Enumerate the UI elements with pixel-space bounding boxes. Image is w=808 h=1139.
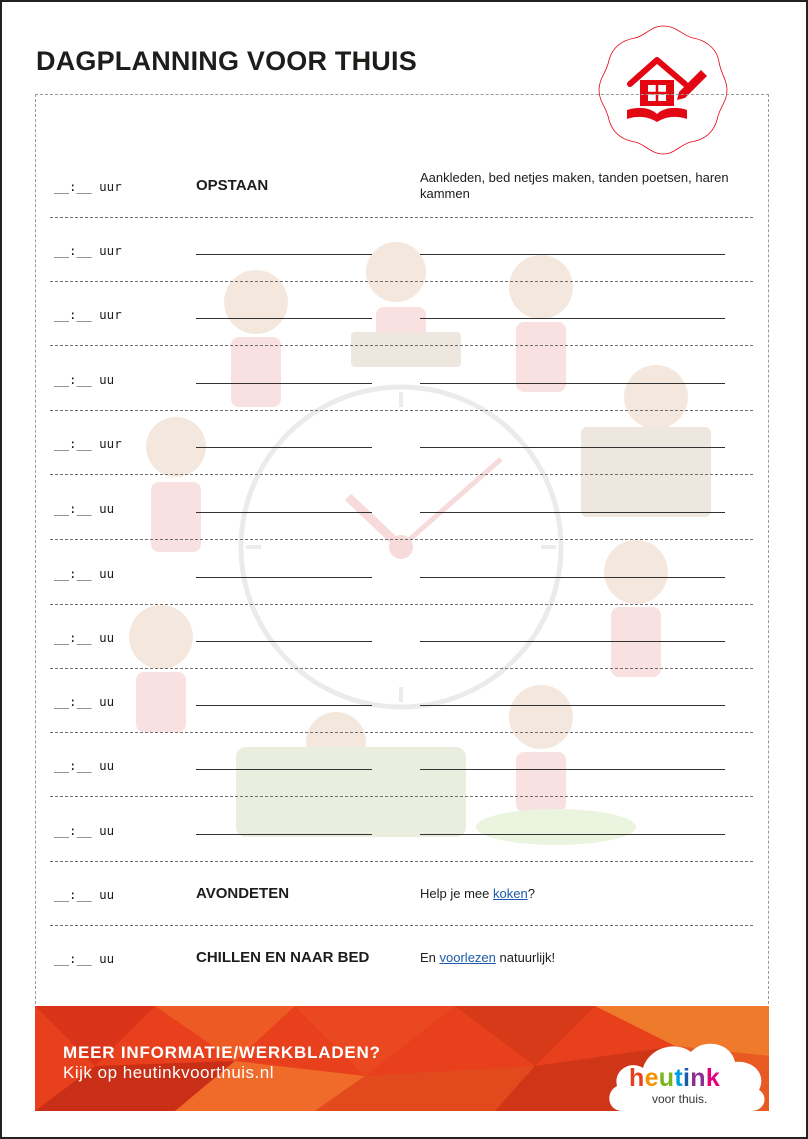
footer-banner: [35, 1006, 769, 1111]
activity-blank-line[interactable]: [196, 447, 372, 448]
note-blank-line[interactable]: [420, 318, 725, 319]
activity-blank-line[interactable]: [196, 512, 372, 513]
time-slot[interactable]: __:__ uur: [54, 307, 122, 322]
activity-blank-line[interactable]: [196, 318, 372, 319]
time-slot[interactable]: __:__ uu: [54, 501, 115, 516]
schedule-row: [50, 282, 753, 346]
brand-letter: i: [683, 1064, 691, 1092]
note-text: natuurlijk!: [495, 950, 556, 965]
activity-blank-line[interactable]: [196, 254, 372, 255]
note-blank-line[interactable]: [420, 834, 725, 835]
note-blank-line[interactable]: [420, 577, 725, 578]
brand-letter: u: [658, 1064, 675, 1092]
schedule-row: [50, 926, 753, 990]
schedule-row: [50, 669, 753, 733]
row-divider: [50, 539, 753, 540]
note-blank-line[interactable]: [420, 769, 725, 770]
schedule-row: [50, 862, 753, 926]
time-slot[interactable]: __:__ uu: [54, 758, 115, 773]
schedule-row: [50, 411, 753, 475]
note-blank-line[interactable]: [420, 641, 725, 642]
brand-letter: n: [690, 1064, 706, 1092]
time-slot[interactable]: __:__ uu: [54, 630, 115, 645]
footer-website-link[interactable]: Kijk op heutinkvoorthuis.nl: [63, 1063, 275, 1082]
activity-blank-line[interactable]: [196, 769, 372, 770]
activity-blank-line[interactable]: [196, 577, 372, 578]
activity-note: Aankleden, bed netjes maken, tanden poetsen, haren kammen: [420, 170, 729, 201]
note-text: Help je mee: [420, 886, 493, 901]
brand-letter: t: [674, 1064, 684, 1092]
time-slot[interactable]: __:__ uur: [54, 243, 122, 258]
activity-label: AVONDETEN: [196, 885, 290, 902]
time-slot[interactable]: __:__ uu: [54, 694, 115, 709]
note-blank-line[interactable]: [420, 254, 725, 255]
note-blank-line[interactable]: [420, 447, 725, 448]
row-divider: [50, 345, 753, 346]
schedule-row: [50, 541, 753, 605]
note-text: En: [420, 950, 440, 965]
brand-tagline: voor thuis.: [652, 1092, 708, 1106]
time-slot[interactable]: __:__ uu: [54, 887, 115, 902]
note-text: ?: [527, 886, 535, 901]
activity-blank-line[interactable]: [196, 641, 372, 642]
activity-note: [420, 950, 760, 966]
schedule-row: [50, 218, 753, 282]
schedule-row: [50, 476, 753, 540]
time-slot[interactable]: __:__ uur: [54, 179, 122, 194]
activity-label: OPSTAAN: [196, 177, 269, 194]
note-blank-line[interactable]: [420, 705, 725, 706]
note-blank-line[interactable]: [420, 383, 725, 384]
page-title: DAGPLANNING VOOR THUIS: [36, 46, 417, 76]
koken-link[interactable]: koken: [492, 886, 528, 901]
row-divider: [50, 796, 753, 797]
activity-label: CHILLEN EN NAAR BED: [196, 949, 370, 966]
brand-letter: k: [705, 1064, 721, 1092]
time-slot[interactable]: __:__ uu: [54, 566, 115, 581]
schedule-row: [50, 154, 753, 218]
activity-note: [420, 886, 760, 902]
brand-letter: e: [644, 1064, 659, 1092]
time-slot[interactable]: __:__ uu: [54, 372, 115, 387]
footer-heading: MEER INFORMATIE/WERKBLADEN?: [63, 1043, 381, 1062]
activity-blank-line[interactable]: [196, 383, 372, 384]
brand-letter: h: [629, 1064, 645, 1092]
time-slot[interactable]: __:__ uur: [54, 436, 122, 451]
schedule-row: [50, 347, 753, 411]
note-blank-line[interactable]: [420, 512, 725, 513]
voorlezen-link[interactable]: voorlezen: [439, 950, 496, 965]
brand-logo: [629, 1064, 720, 1093]
time-slot[interactable]: __:__ uu: [54, 951, 115, 966]
schedule-row: [50, 733, 753, 797]
schedule-row: [50, 605, 753, 669]
activity-blank-line[interactable]: [196, 705, 372, 706]
time-slot[interactable]: __:__ uu: [54, 823, 115, 838]
activity-blank-line[interactable]: [196, 834, 372, 835]
schedule-row: [50, 798, 753, 862]
row-divider: [50, 474, 753, 475]
